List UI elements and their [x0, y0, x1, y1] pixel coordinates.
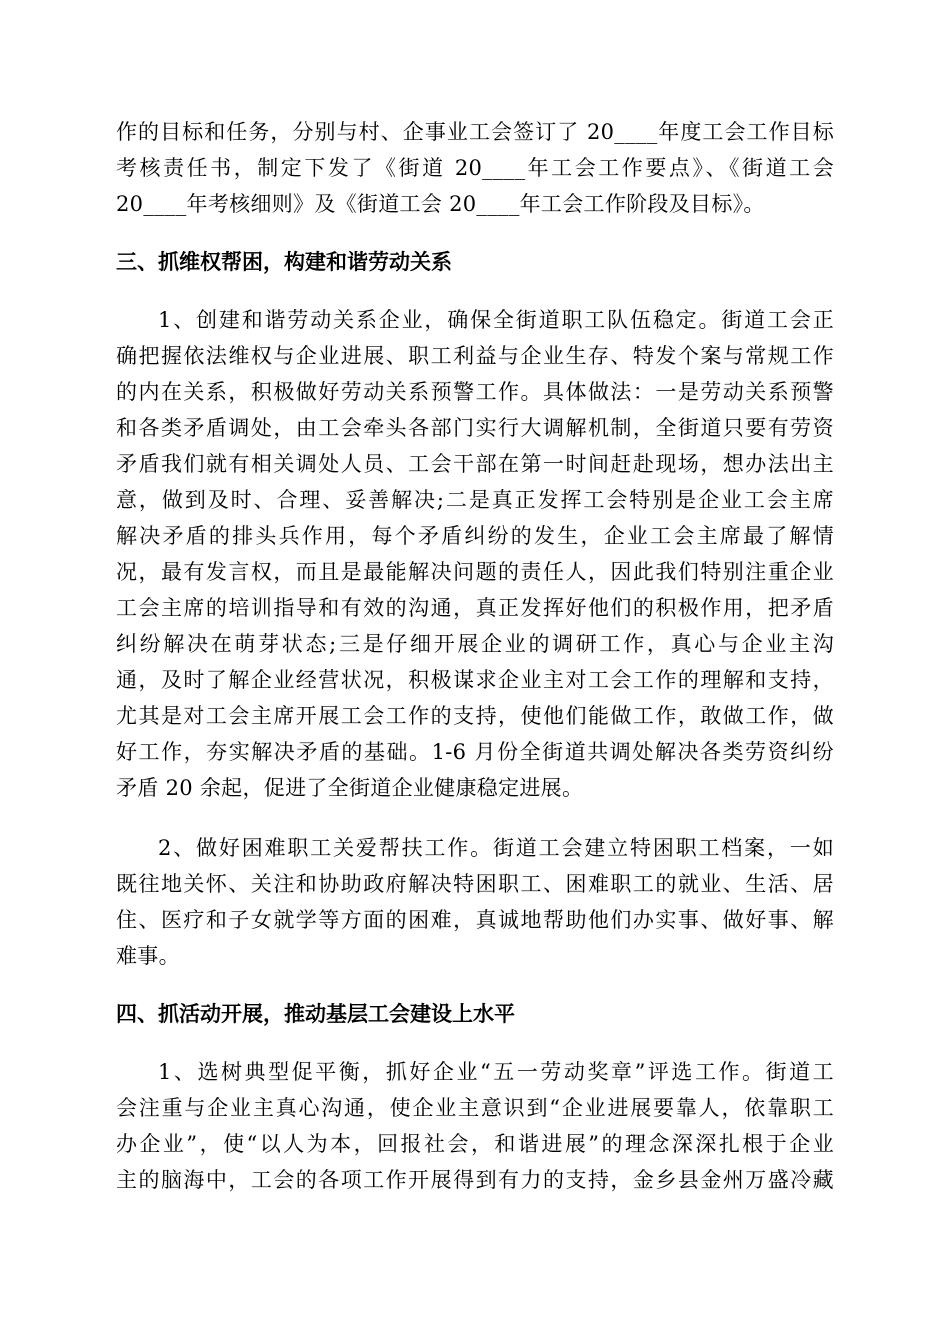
- text-line: 作的目标和任务，分别与村、企事业工会签订了 20____年度工会工作目标: [116, 120, 834, 144]
- text-line: 尤其是对工会主席开展工会工作的支持，使他们能做工作，敢做工作，做: [116, 704, 834, 728]
- text-line: 既往地关怀、关注和协助政府解决特困职工、困难职工的就业、生活、居: [116, 872, 834, 896]
- text-line: 况，最有发言权，而且是最能解决问题的责任人，因此我们特别注重企业: [116, 560, 834, 584]
- text-line: 住、医疗和子女就学等方面的困难，真诚地帮助他们办实事、做好事、解: [116, 908, 834, 932]
- text-line: 的内在关系，积极做好劳动关系预警工作。具体做法：一是劳动关系预警: [116, 380, 834, 404]
- text-line: 意，做到及时、合理、妥善解决;二是真正发挥工会特别是企业工会主席: [116, 488, 834, 512]
- text-line: 20____年考核细则》及《街道工会 20____年工会工作阶段及目标》。: [116, 192, 765, 216]
- text-line: 和各类矛盾调处，由工会牵头各部门实行大调解机制，全街道只要有劳资: [116, 416, 834, 440]
- text-line: 1、选树典型促平衡，抓好企业“五一劳动奖章”评选工作。街道工: [158, 1060, 834, 1084]
- section-heading-4: 四、抓活动开展，推动基层工会建设上水平: [116, 1002, 515, 1026]
- text-line: 矛盾我们就有相关调处人员、工会干部在第一时间赶赴现场，想办法出主: [116, 452, 834, 476]
- text-line: 2、做好困难职工关爱帮扶工作。街道工会建立特困职工档案，一如: [158, 836, 834, 860]
- document-body: [116, 114, 834, 1198]
- text-line: 纠纷解决在萌芽状态;三是仔细开展企业的调研工作，真心与企业主沟: [116, 632, 834, 656]
- intro-paragraph: [116, 114, 834, 222]
- text-line: 确把握依法维权与企业进展、职工利益与企业生存、特发个案与常规工作: [116, 344, 834, 368]
- text-line: 解决矛盾的排头兵作用，每个矛盾纠纷的发生，企业工会主席最了解情: [116, 524, 834, 548]
- text-line: 工会主席的培训指导和有效的沟通，真正发挥好他们的积极作用，把矛盾: [116, 596, 834, 620]
- text-line: 办企业”，使“以人为本，回报社会，和谐进展”的理念深深扎根于企业: [116, 1132, 834, 1156]
- section-3-paragraph-2: [116, 830, 834, 974]
- text-line: 矛盾 20 余起，促进了全街道企业健康稳定进展。: [116, 776, 584, 800]
- text-line: 难事。: [116, 944, 180, 968]
- text-line: 主的脑海中，工会的各项工作开展得到有力的支持，金乡县金州万盛冷藏: [116, 1168, 834, 1192]
- section-heading-3: 三、抓维权帮困，构建和谐劳动关系: [116, 250, 452, 274]
- text-line: 好工作，夯实解决矛盾的基础。1-6 月份全街道共调处解决各类劳资纠纷: [116, 740, 834, 764]
- section-4-paragraph-1: [116, 1054, 834, 1198]
- section-3-paragraph-1: [116, 302, 834, 806]
- text-line: 会注重与企业主真心沟通，使企业主意识到“企业进展要靠人，依靠职工: [116, 1096, 834, 1120]
- text-line: 考核责任书，制定下发了《街道 20____年工会工作要点》、《街道工会: [116, 156, 834, 180]
- text-line: 1、创建和谐劳动关系企业，确保全街道职工队伍稳定。街道工会正: [158, 308, 834, 332]
- text-line: 通，及时了解企业经营状况，积极谋求企业主对工会工作的理解和支持，: [116, 668, 834, 692]
